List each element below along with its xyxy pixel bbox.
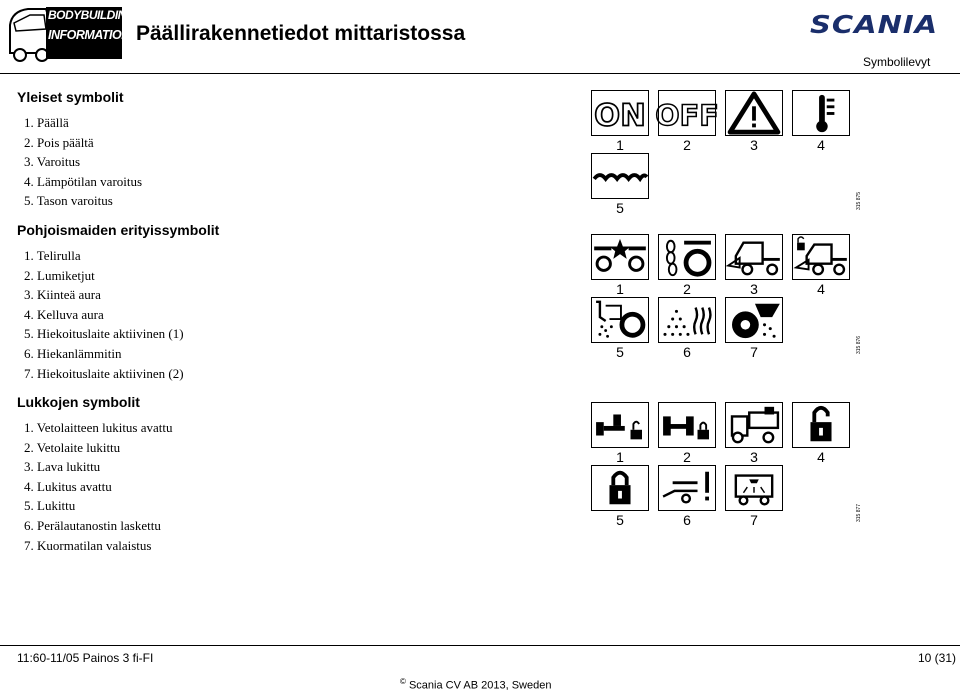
figure-number: 6 xyxy=(683,344,691,360)
figure-number: 2 xyxy=(683,137,691,153)
symbol-list xyxy=(17,113,142,211)
figure-number: 3 xyxy=(750,449,758,465)
coupling-unlocked-icon xyxy=(591,402,649,448)
list-item: 5. Lukittu xyxy=(24,498,76,514)
figure-number: 1 xyxy=(616,449,624,465)
figure-number: 2 xyxy=(683,449,691,465)
symbol-list xyxy=(17,246,219,383)
bogie-roller-icon xyxy=(591,234,649,280)
sand-heater-icon xyxy=(658,297,716,343)
figure-number: 7 xyxy=(750,512,758,528)
symbol-list xyxy=(17,418,173,555)
list-item: 3. Varoitus xyxy=(24,154,81,170)
figure-number: 2 xyxy=(683,281,691,297)
section-title: Lukkojen symbolit xyxy=(17,394,140,410)
copyright-symbol: © xyxy=(400,677,406,686)
cargo-lighting-icon xyxy=(725,465,783,511)
section-general-symbols xyxy=(17,89,142,211)
section-nordic-symbols xyxy=(17,222,219,383)
document-id: 11:60-11/05 Painos 3 fi-FI xyxy=(17,651,154,665)
figure-number: 5 xyxy=(616,512,624,528)
list-item: 2. Vetolaite lukittu xyxy=(24,439,121,455)
body-locked-icon xyxy=(725,402,783,448)
page-number: 10 (31) xyxy=(917,651,956,665)
logo-text-line1: BODYBUILDING xyxy=(48,8,135,22)
copyright-text: Scania CV AB 2013, Sweden xyxy=(408,679,552,692)
figure-number: 4 xyxy=(817,449,825,465)
list-item: 2. Lumiketjut xyxy=(24,267,95,283)
section-lock-symbols xyxy=(17,394,173,555)
floating-plough-icon xyxy=(792,234,850,280)
list-item: 5. Hiekoituslaite aktiivinen (1) xyxy=(24,326,184,342)
figure-number: 6 xyxy=(683,512,691,528)
figure-number: 5 xyxy=(616,344,624,360)
level-icon xyxy=(591,153,649,199)
svg-text:ON: ON xyxy=(594,98,646,134)
figure-number: 3 xyxy=(750,281,758,297)
figure-number: 5 xyxy=(616,200,624,216)
figure-reference: 315 875 xyxy=(856,191,862,210)
figure-number: 1 xyxy=(616,137,624,153)
list-item: 2. Pois päältä xyxy=(24,134,94,150)
snow-chains-icon xyxy=(658,234,716,280)
list-item: 7. Kuormatilan valaistus xyxy=(24,537,152,553)
list-item: 4. Lämpötilan varoitus xyxy=(24,173,143,189)
scania-logo: SCANIA xyxy=(810,10,939,39)
figure-number: 7 xyxy=(750,344,758,360)
figure-number: 4 xyxy=(817,281,825,297)
off-icon xyxy=(655,90,719,136)
list-item: 3. Lava lukittu xyxy=(24,459,101,475)
copyright xyxy=(400,677,551,692)
svg-text:OFF: OFF xyxy=(655,98,719,133)
locked-icon xyxy=(591,465,649,511)
page-title: Päällirakennetiedot mittaristossa xyxy=(136,22,466,45)
figure-number: 3 xyxy=(750,137,758,153)
logo-text-line2: INFORMATION xyxy=(48,28,130,42)
section-title: Pohjoismaiden erityissymbolit xyxy=(17,222,220,238)
list-item: 1. Vetolaitteen lukitus avattu xyxy=(24,420,173,435)
footer-divider xyxy=(0,645,960,646)
list-item: 3. Kiinteä aura xyxy=(24,287,101,303)
fixed-plough-icon xyxy=(725,234,783,280)
list-item: 1. Telirulla xyxy=(24,248,81,263)
sander-active-2-icon xyxy=(725,297,783,343)
figure-number: 1 xyxy=(616,281,624,297)
header-divider xyxy=(0,73,960,74)
figure-reference: 315 877 xyxy=(856,503,862,522)
section-label: Symbolilevyt xyxy=(863,55,931,69)
on-icon xyxy=(591,90,649,136)
list-item: 4. Lukitus avattu xyxy=(24,478,112,494)
list-item: 4. Kelluva aura xyxy=(24,306,104,322)
coupling-locked-icon xyxy=(658,402,716,448)
list-item: 7. Hiekoituslaite aktiivinen (2) xyxy=(24,365,184,381)
warning-icon xyxy=(725,90,783,136)
bodybuilding-information-logo xyxy=(6,3,135,67)
list-item: 6. Perälautanostin laskettu xyxy=(24,517,161,533)
section-title: Yleiset symbolit xyxy=(17,89,124,105)
list-item: 1. Päällä xyxy=(24,115,69,130)
list-item: 6. Hiekanlämmitin xyxy=(24,345,122,361)
tail-lift-lowered-icon xyxy=(658,465,716,511)
temperature-icon xyxy=(792,90,850,136)
list-item: 5. Tason varoitus xyxy=(24,193,113,209)
sander-active-icon xyxy=(591,297,649,343)
figure-number: 4 xyxy=(817,137,825,153)
unlocked-icon xyxy=(792,402,850,448)
figure-reference: 315 876 xyxy=(856,335,862,354)
